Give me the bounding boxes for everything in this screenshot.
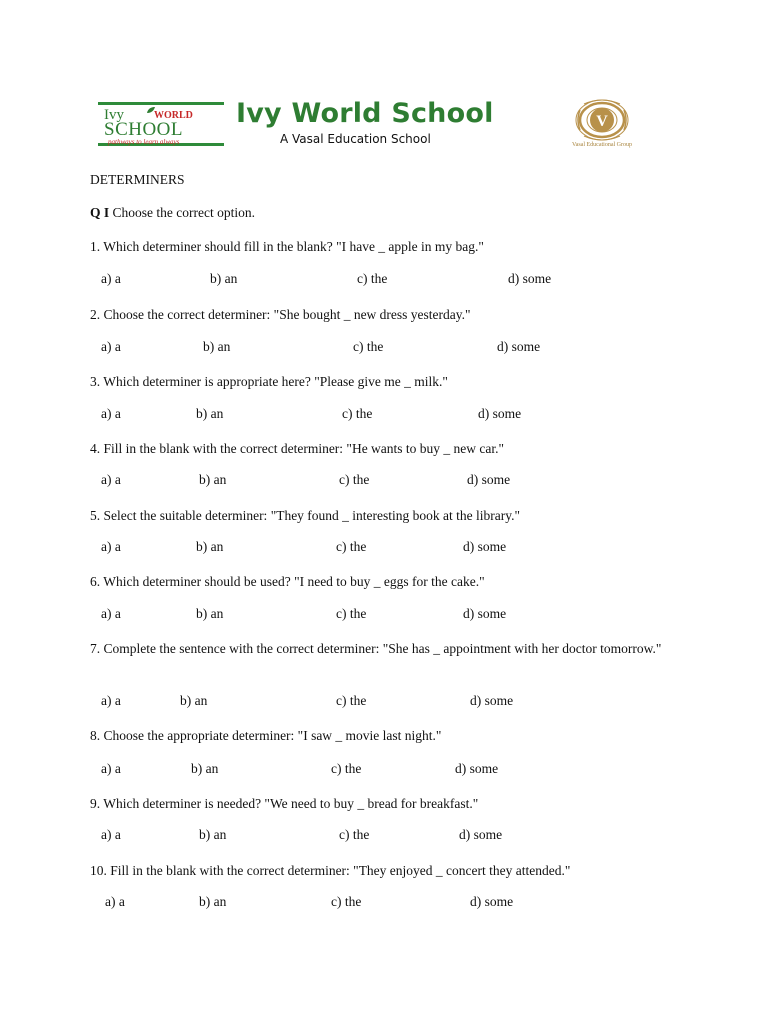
option-c: c) the: [339, 827, 370, 842]
question-text: 6. Which determiner should be used? "I need to buy _ eggs for the cake.": [90, 574, 485, 589]
option-c: c) the: [336, 693, 367, 708]
option-a: a) a: [101, 406, 121, 421]
option-d: d) some: [470, 693, 514, 708]
option-a: a) a: [101, 472, 121, 487]
option-c: c) the: [331, 894, 362, 909]
option-a: a) a: [101, 339, 121, 354]
option-a: a) a: [101, 271, 121, 286]
question-text: 7. Complete the sentence with the correct determiner: "She has _ appointment with her doctor tomorrow.": [90, 641, 662, 656]
brand-title-part1: Ivy World: [236, 98, 392, 129]
option-c: c) the: [331, 761, 362, 776]
option-a: a) a: [101, 693, 121, 708]
option-b: b) an: [196, 539, 224, 554]
question-text: 4. Fill in the blank with the correct determiner: "He wants to buy _ new car.": [90, 441, 505, 456]
option-b: b) an: [199, 472, 227, 487]
option-b: b) an: [196, 606, 224, 621]
option-d: d) some: [508, 271, 552, 286]
option-b: b) an: [196, 406, 224, 421]
option-a: a) a: [105, 894, 125, 909]
option-b: b) an: [203, 339, 231, 354]
ivy-world-school-logo: [98, 102, 224, 146]
option-d: d) some: [470, 894, 514, 909]
question-text: 2. Choose the correct determiner: "She bought _ new dress yesterday.": [90, 307, 471, 322]
option-a: a) a: [101, 827, 121, 842]
logo-tagline: pathways to learn always: [108, 138, 180, 146]
option-c: c) the: [342, 406, 373, 421]
option-d: d) some: [459, 827, 503, 842]
school-header: [96, 96, 656, 156]
question-text: 1. Which determiner should fill in the blank? "I have _ apple in my bag.": [90, 239, 484, 254]
emblem-caption: Vasal Educational Group: [572, 142, 632, 148]
option-d: d) some: [463, 539, 507, 554]
instruction-line: [90, 205, 255, 221]
emblem-letter: V: [596, 113, 608, 130]
option-a: a) a: [101, 606, 121, 621]
question-text: 10. Fill in the blank with the correct determiner: "They enjoyed _ concert they attended.": [90, 863, 571, 878]
option-d: d) some: [455, 761, 499, 776]
question-text: 3. Which determiner is appropriate here? "Please give me _ milk.": [90, 374, 448, 389]
option-b: b) an: [180, 693, 208, 708]
logo-school-text: SCHOOL: [104, 119, 184, 140]
option-c: c) the: [353, 339, 384, 354]
option-b: b) an: [199, 827, 227, 842]
option-d: d) some: [463, 606, 507, 621]
option-c: c) the: [357, 271, 388, 286]
brand-title-part2: School: [391, 98, 494, 129]
question-text: 8. Choose the appropriate determiner: "I saw _ movie last night.": [90, 728, 442, 743]
instruction-text: Choose the correct option.: [109, 205, 255, 220]
option-a: a) a: [101, 761, 121, 776]
option-d: d) some: [467, 472, 511, 487]
option-c: c) the: [339, 472, 370, 487]
option-a: a) a: [101, 539, 121, 554]
page-title: DETERMINERS: [90, 172, 185, 187]
option-b: b) an: [191, 761, 219, 776]
question-section-label: Q I: [90, 205, 110, 220]
option-d: d) some: [478, 406, 522, 421]
brand-subtitle: A Vasal Education School: [280, 132, 431, 146]
option-d: d) some: [497, 339, 541, 354]
option-b: b) an: [210, 271, 238, 286]
question-text: 9. Which determiner is needed? "We need to buy _ bread for breakfast.": [90, 796, 479, 811]
question-text: 5. Select the suitable determiner: "They found _ interesting book at the library.": [90, 508, 521, 523]
logo-ivy-text: Ivy: [104, 107, 124, 123]
option-c: c) the: [336, 539, 367, 554]
logo-world-text: WORLD: [154, 110, 193, 121]
brand-title: [236, 98, 494, 129]
option-b: b) an: [199, 894, 227, 909]
option-c: c) the: [336, 606, 367, 621]
